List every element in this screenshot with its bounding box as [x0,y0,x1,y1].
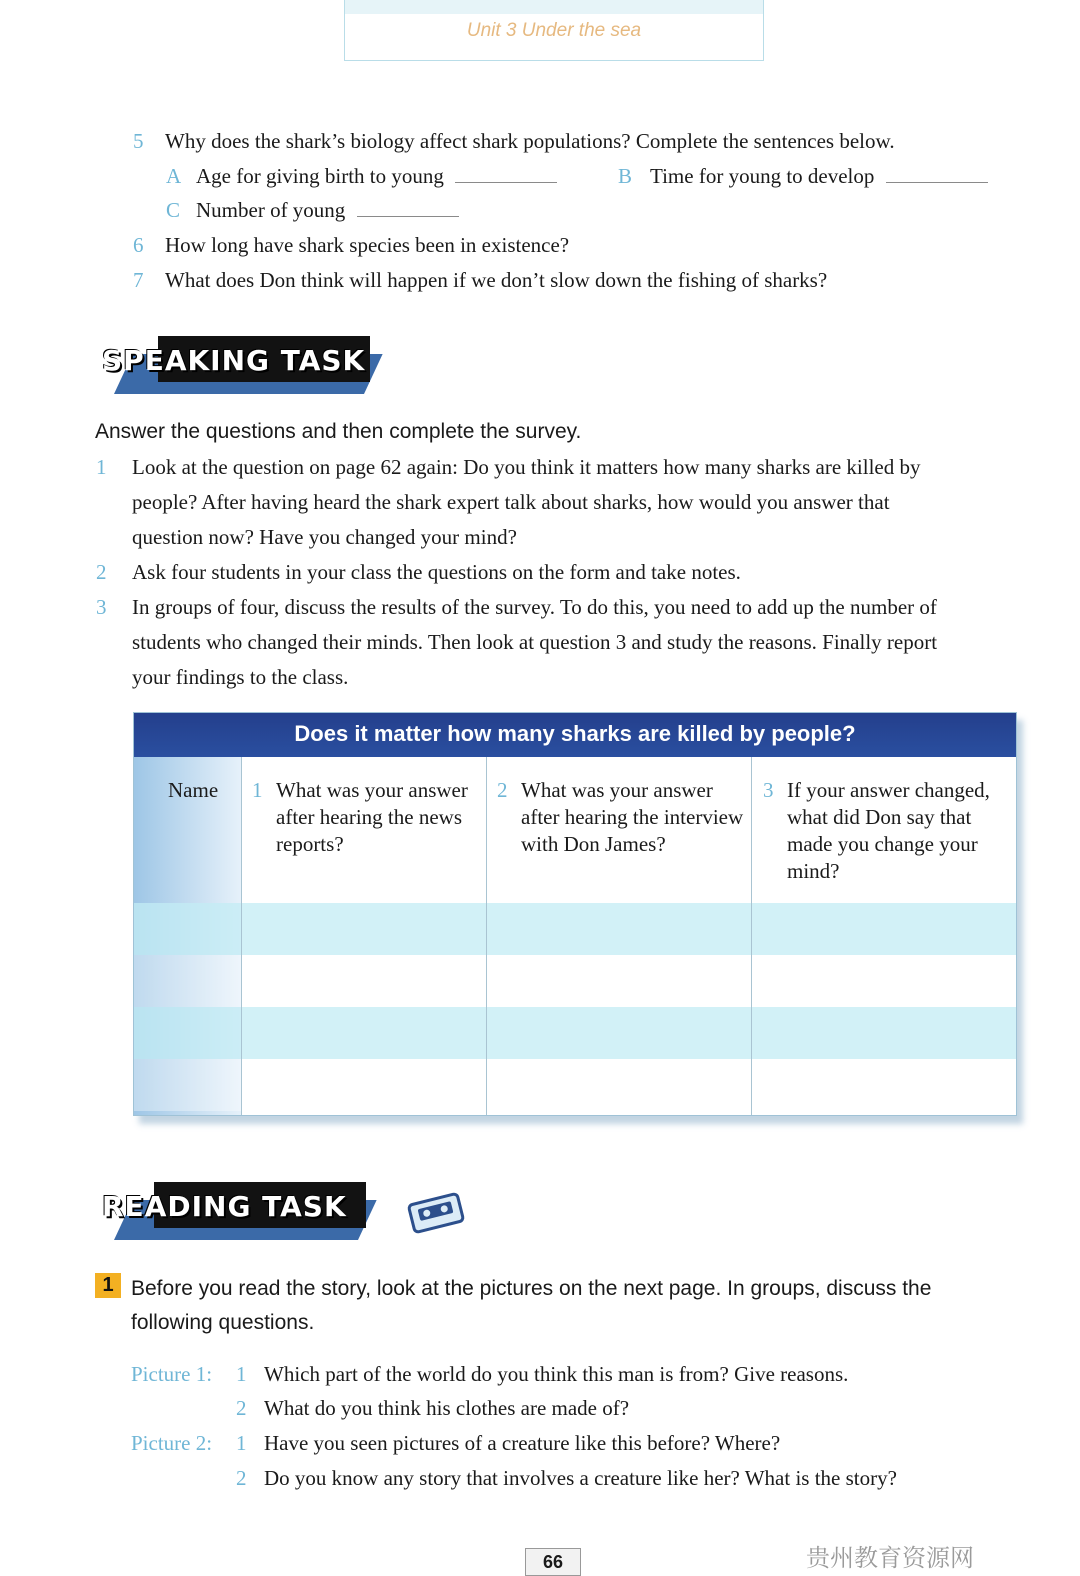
reading-task-text [131,1272,1031,1340]
reading-task-banner [96,1182,368,1240]
column-header-line: what did Don say that [787,805,972,829]
survey-table [133,712,1017,1116]
column-divider [486,757,487,1115]
speaking-item-2 [96,555,1026,590]
column-divider [241,757,242,1115]
question-number: 5 [133,129,144,153]
column-header-line: mind? [787,859,840,883]
item-number: 1 [96,455,107,479]
part-text: Number of young [196,198,346,222]
picture-2-question-1 [236,1426,1026,1461]
answer-blank[interactable] [886,160,988,183]
question-5 [133,124,1033,159]
column-number: 2 [497,778,508,802]
picture-1-question-2 [236,1391,1026,1426]
question-text: Have you seen pictures of a creature like this before? Where? [264,1431,781,1455]
question-number: 1 [236,1362,247,1386]
question-text: Do you know any story that involves a creature like her? What is the story? [264,1466,897,1490]
question-text: What do you think his clothes are made of? [264,1396,630,1420]
banner-label: SPEAKING TASK [102,344,366,377]
question-number: 1 [236,1431,247,1455]
part-letter: A [166,164,182,188]
question-6 [133,228,1033,263]
question-7 [133,263,1033,298]
header-decor-strip [345,0,763,14]
column-header-line: reports? [276,832,344,856]
column-header-line: made you change your [787,832,978,856]
question-number: 2 [236,1396,247,1420]
part-letter: C [166,198,181,222]
column-number: 3 [763,778,774,802]
survey-title: Does it matter how many sharks are killed by people? [294,721,856,746]
task-line: following questions. [131,1311,315,1334]
column-header-line: after hearing the interview [521,805,744,829]
question-text: How long have shark species been in existence? [165,233,570,257]
cassette-icon [406,1190,466,1236]
sentence-part-b [618,159,988,194]
item-number: 3 [96,595,107,619]
survey-header [134,713,1016,757]
name-column-header: Name [168,778,219,802]
sentence-part-c [166,193,459,228]
watermark: 贵州教育资源网 [806,1544,974,1572]
question-number: 7 [133,268,144,292]
question-text: What does Don think will happen if we don’t slow down the fishing of sharks? [165,268,828,292]
page-number: 66 [525,1548,581,1576]
item-line: question now? Have you changed your mind? [132,525,517,549]
picture-2-label: Picture 2: [131,1431,213,1455]
speaking-intro: Answer the questions and then complete the survey. [95,420,582,443]
speaking-task-banner [96,336,374,394]
banner-label: READING TASK [102,1190,347,1223]
table-row[interactable] [134,903,1016,955]
item-line: In groups of four, discuss the results of the survey. To do this, you need to add up the number of [132,595,937,619]
picture-1-question-1 [236,1357,1026,1392]
column-header-line: What was your answer [521,778,713,802]
answer-blank[interactable] [357,194,459,217]
question-number: 6 [133,233,144,257]
speaking-item-1 [96,450,1026,555]
answer-blank[interactable] [455,160,557,183]
column-number: 1 [252,778,263,802]
column-header-line: after hearing the news [276,805,462,829]
task-line: Before you read the story, look at the pictures on the next page. In groups, discuss the [131,1277,932,1300]
question-number: 2 [236,1466,247,1490]
column-header-line: If your answer changed, [787,778,990,802]
item-line: your findings to the class. [132,665,349,689]
picture-1-label: Picture 1: [131,1362,213,1386]
column-header-line: What was your answer [276,778,468,802]
item-line: people? After having heard the shark expert talk about sharks, how would you answer that [132,490,890,514]
item-line: Look at the question on page 62 again: Do you think it matters how many sharks are killed by [132,455,921,479]
task-number-badge: 1 [95,1273,121,1298]
part-text: Time for young to develop [650,164,875,188]
picture-2-question-2 [236,1461,1026,1496]
item-line: Ask four students in your class the questions on the form and take notes. [132,560,741,584]
question-text: Which part of the world do you think this man is from? Give reasons. [264,1362,849,1386]
speaking-item-3 [96,590,1026,695]
table-row[interactable] [134,1007,1016,1059]
table-row[interactable] [134,955,1016,1007]
item-number: 2 [96,560,107,584]
table-row[interactable] [134,1059,1016,1111]
sentence-part-a [166,159,557,194]
column-header-line: with Don James? [521,832,666,856]
unit-title: Unit 3 Under the sea [466,20,642,41]
question-text: Why does the shark’s biology affect shark populations? Complete the sentences below. [165,129,895,153]
unit-header [344,0,764,61]
part-letter: B [618,164,633,188]
part-text: Age for giving birth to young [196,164,444,188]
column-divider [751,757,752,1115]
item-line: students who changed their minds. Then look at question 3 and study the reasons. Finally report [132,630,938,654]
